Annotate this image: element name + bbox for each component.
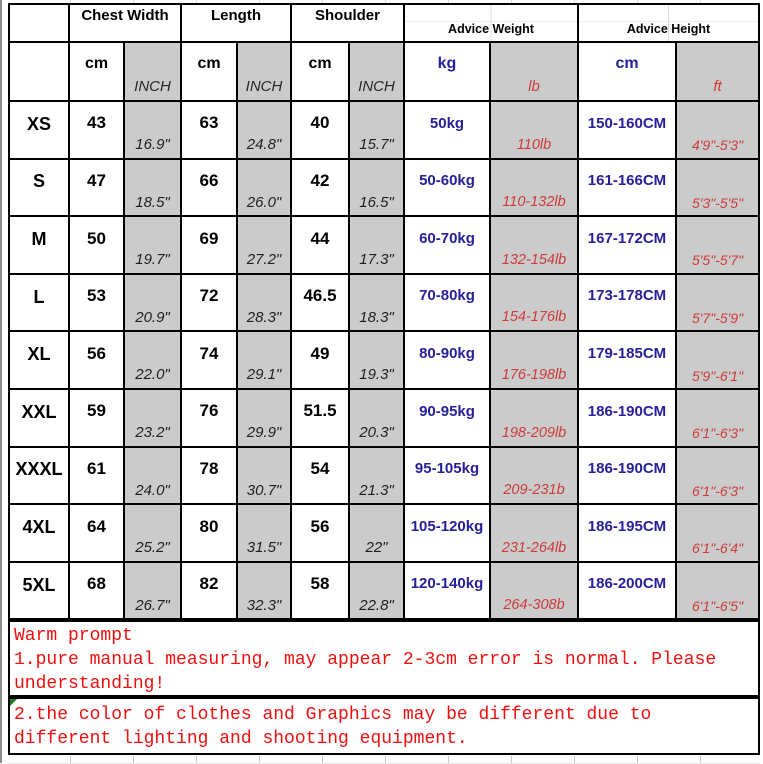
unit-weight-kg: kg [405,43,489,100]
length-cm-value: 63 [182,102,236,158]
height-cm-value: 186-190CM [579,448,675,504]
shoulder-inch-value: 22.8" [350,563,403,619]
length-cm-value: 76 [182,390,236,446]
height-cm-value: 186-190CM [579,390,675,446]
shoulder-cm-value: 44 [292,217,348,273]
note2-line2: different lighting and shooting equipment. [14,729,468,749]
length-inch-value: 31.5" [238,505,290,561]
chest-inch-value: 22.0" [125,332,180,388]
weight-kg-value: 50kg [405,102,489,158]
shoulder-inch-value: 17.3" [350,217,403,273]
height-ft-value: 5'3"-5'5" [677,160,758,216]
size-chart-table [8,3,760,620]
weight-lb-value: 209-231b [491,448,577,504]
shoulder-cm-value: 42 [292,160,348,216]
unit-length-cm: cm [182,43,236,100]
note1-line2: understanding! [14,674,166,694]
weight-lb-value: 176-198lb [491,332,577,388]
header-advice-height: Advice Height [579,5,758,41]
length-inch-value: 26.0" [238,160,290,216]
shoulder-cm-value: 54 [292,448,348,504]
unit-chest-inch: INCH [125,43,180,100]
height-ft-value: 5'5"-5'7" [677,217,758,273]
note-title: Warm prompt [14,626,133,646]
weight-kg-value: 60-70kg [405,217,489,273]
shoulder-inch-value: 16.5" [350,160,403,216]
length-inch-value: 30.7" [238,448,290,504]
weight-kg-value: 50-60kg [405,160,489,216]
shoulder-cm-value: 49 [292,332,348,388]
length-inch-value: 27.2" [238,217,290,273]
unit-shoulder-cm: cm [292,43,348,100]
length-inch-value: 29.1" [238,332,290,388]
sheet-left-edge [0,0,2,763]
corner-cell [10,5,68,41]
height-cm-value: 167-172CM [579,217,675,273]
chest-cm-value: 47 [70,160,123,216]
weight-kg-value: 120-140kg [405,563,489,619]
weight-kg-value: 95-105kg [405,448,489,504]
weight-kg-value: 80-90kg [405,332,489,388]
header-shoulder: Shoulder [292,5,403,41]
shoulder-inch-value: 18.3" [350,275,403,331]
unit-shoulder-inch: INCH [350,43,403,100]
shoulder-inch-value: 20.3" [350,390,403,446]
height-ft-value: 6'1"-6'3" [677,390,758,446]
size-label: XS [10,102,68,158]
unit-height-cm: cm [579,43,675,100]
corner-cell-2 [10,43,68,100]
weight-kg-value: 105-120kg [405,505,489,561]
height-ft-value: 6'1"-6'3" [677,448,758,504]
chest-inch-value: 20.9" [125,275,180,331]
size-label: XXXL [10,448,68,504]
weight-lb-value: 110-132lb [491,160,577,216]
size-label: L [10,275,68,331]
size-label: XXL [10,390,68,446]
chest-inch-value: 19.7" [125,217,180,273]
shoulder-inch-value: 22" [350,505,403,561]
weight-kg-value: 70-80kg [405,275,489,331]
height-ft-value: 6'1"-6'5" [677,563,758,619]
length-cm-value: 66 [182,160,236,216]
header-length: Length [182,5,290,41]
shoulder-cm-value: 56 [292,505,348,561]
shoulder-inch-value: 21.3" [350,448,403,504]
note2-line1: 2.the color of clothes and Graphics may be different due to [14,705,652,725]
weight-lb-value: 154-176lb [491,275,577,331]
length-inch-value: 29.9" [238,390,290,446]
chest-cm-value: 56 [70,332,123,388]
length-inch-value: 28.3" [238,275,290,331]
note1-line1: 1.pure manual measuring, may appear 2-3cm error is normal. Please [14,650,717,670]
shoulder-inch-value: 19.3" [350,332,403,388]
chest-inch-value: 18.5" [125,160,180,216]
size-label: XL [10,332,68,388]
chest-cm-value: 64 [70,505,123,561]
length-cm-value: 72 [182,275,236,331]
shoulder-inch-value: 15.7" [350,102,403,158]
height-ft-value: 5'7"-5'9" [677,275,758,331]
unit-weight-lb: lb [491,43,577,100]
chest-cm-value: 61 [70,448,123,504]
length-cm-value: 82 [182,563,236,619]
height-cm-value: 150-160CM [579,102,675,158]
note-warm-prompt [8,620,760,697]
size-label: 4XL [10,505,68,561]
chest-cm-value: 50 [70,217,123,273]
weight-lb-value: 198-209lb [491,390,577,446]
chest-cm-value: 43 [70,102,123,158]
header-advice-weight: Advice Weight [405,5,577,41]
chest-inch-value: 25.2" [125,505,180,561]
length-inch-value: 24.8" [238,102,290,158]
note-color-difference [8,697,760,755]
height-ft-value: 6'1"-6'4" [677,505,758,561]
height-ft-value: 4'9"-5'3" [677,102,758,158]
size-label: 5XL [10,563,68,619]
length-cm-value: 74 [182,332,236,388]
weight-lb-value: 110lb [491,102,577,158]
length-cm-value: 80 [182,505,236,561]
size-label: S [10,160,68,216]
weight-lb-value: 231-264lb [491,505,577,561]
height-cm-value: 161-166CM [579,160,675,216]
chest-cm-value: 59 [70,390,123,446]
unit-height-ft: ft [677,43,758,100]
comment-marker-icon [10,699,17,706]
size-label: M [10,217,68,273]
shoulder-cm-value: 51.5 [292,390,348,446]
chest-inch-value: 24.0" [125,448,180,504]
weight-lb-value: 132-154lb [491,217,577,273]
weight-kg-value: 90-95kg [405,390,489,446]
height-cm-value: 173-178CM [579,275,675,331]
length-cm-value: 78 [182,448,236,504]
height-ft-value: 5'9"-6'1" [677,332,758,388]
unit-chest-cm: cm [70,43,123,100]
chest-cm-value: 53 [70,275,123,331]
chest-inch-value: 26.7" [125,563,180,619]
shoulder-cm-value: 40 [292,102,348,158]
unit-length-inch: INCH [238,43,290,100]
length-inch-value: 32.3" [238,563,290,619]
weight-lb-value: 264-308b [491,563,577,619]
height-cm-value: 186-195CM [579,505,675,561]
chest-cm-value: 68 [70,563,123,619]
header-chest-width: Chest Width [70,5,180,41]
shoulder-cm-value: 46.5 [292,275,348,331]
chest-inch-value: 23.2" [125,390,180,446]
chest-inch-value: 16.9" [125,102,180,158]
height-cm-value: 179-185CM [579,332,675,388]
shoulder-cm-value: 58 [292,563,348,619]
height-cm-value: 186-200CM [579,563,675,619]
length-cm-value: 69 [182,217,236,273]
